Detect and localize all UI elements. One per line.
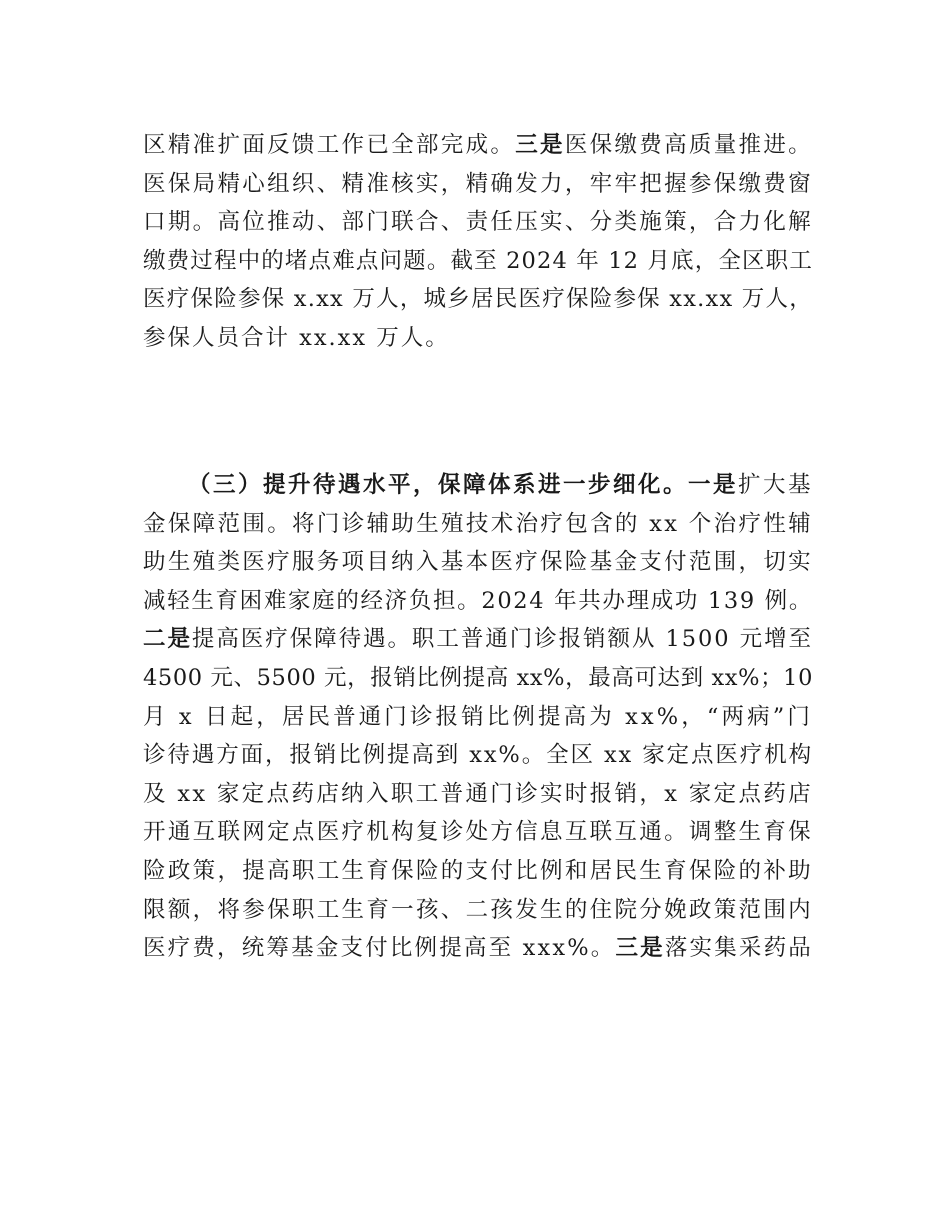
text-run: 区精准扩面反馈工作已全部完成。 [143, 132, 516, 158]
text-line [143, 323, 450, 353]
text-run: 开通互联网定点医疗机构复诊处方信息互联互通。调整生育保 [143, 819, 813, 846]
text-run: 提高医疗保障待遇。职工普通门诊报销额从 1500 元增至 [191, 626, 813, 653]
text-run: 口期。高位推动、部门联合、责任压实、分类施策，合力化解 [143, 209, 813, 236]
text-line [143, 663, 813, 693]
text-run: 金保障范围。将门诊辅助生殖技术治疗包含的 xx 个治疗性辅 [143, 510, 813, 537]
text-run: 缴费过程中的堵点难点问题。截至 2024 年 12 月底，全区职工 [143, 247, 813, 274]
text-run: 医疗费，统筹基金支付比例提高至 xxx%。 [143, 935, 616, 962]
text-line [143, 779, 813, 809]
text-line [143, 933, 813, 963]
bold-text-run: 三是 [515, 132, 565, 158]
text-run: 扩大基 [737, 472, 813, 498]
text-run: 参保人员合计 xx.xx 万人。 [143, 325, 450, 351]
text-line [143, 702, 813, 732]
text-line [143, 586, 813, 616]
text-line [188, 470, 813, 500]
text-line [143, 856, 813, 886]
text-run: 4500 元、5500 元，报销比例提高 xx%，最高可达到 xx%；10 [143, 665, 813, 691]
text-run: 诊待遇方面，报销比例提高到 xx%。全区 xx 家定点医疗机构 [143, 742, 813, 769]
text-line [143, 895, 813, 925]
text-run: 及 xx 家定点药店纳入职工普通门诊实时报销，x 家定点药店 [143, 780, 813, 807]
text-run: 医保局精心组织、精准核实，精确发力，牢牢把握参保缴费窗 [143, 170, 813, 197]
text-line [143, 509, 813, 539]
text-run: 险政策，提高职工生育保险的支付比例和居民生育保险的补助 [143, 858, 813, 884]
text-run: 医疗保险参保 x.xx 万人，城乡居民医疗保险参保 xx.xx 万人， [143, 286, 813, 313]
bold-text-run: 二是 [143, 626, 192, 653]
text-line [143, 740, 813, 770]
text-line [143, 817, 813, 847]
text-line [143, 207, 813, 237]
text-line [143, 169, 813, 199]
text-run: 限额，将参保职工生育一孩、二孩发生的住院分娩政策范围内 [143, 896, 813, 923]
bold-text-run: （三）提升待遇水平，保障体系进一步细化。一是 [188, 472, 738, 498]
text-line [143, 624, 813, 654]
text-line [143, 246, 813, 276]
text-run: 助生殖类医疗服务项目纳入基本医疗保险基金支付范围，切实 [143, 549, 813, 576]
text-line [143, 130, 813, 160]
text-run: 月 x 日起，居民普通门诊报销比例提高为 xx%，“两病”门 [143, 703, 813, 730]
text-run: 落实集采药品 [664, 935, 813, 962]
bold-text-run: 三是 [615, 935, 665, 962]
text-line [143, 284, 813, 314]
text-line [143, 547, 813, 577]
text-run: 医保缴费高质量推进。 [564, 132, 813, 158]
text-run: 减轻生育困难家庭的经济负担。2024 年共办理成功 139 例。 [143, 587, 813, 614]
